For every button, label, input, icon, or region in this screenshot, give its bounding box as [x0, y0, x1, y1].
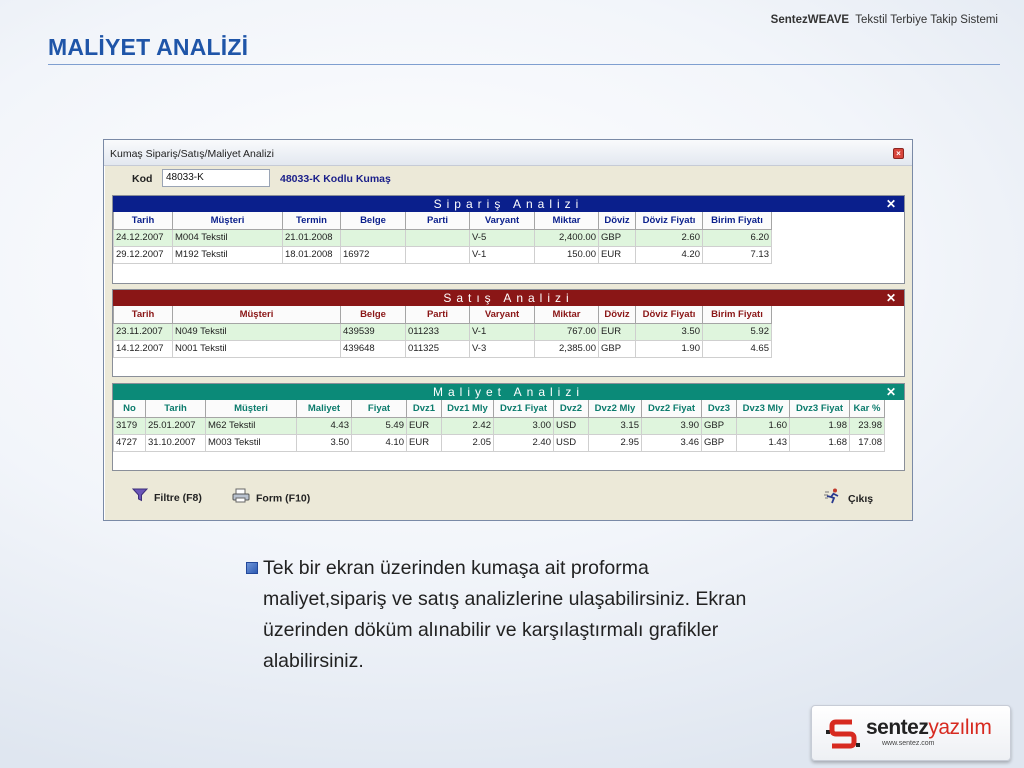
form-label: Form (F10): [256, 492, 311, 505]
table-cell: V-5: [470, 229, 535, 246]
logo-url: www.sentez.com: [882, 740, 935, 747]
kod-input[interactable]: 48033-K: [162, 169, 270, 187]
column-header[interactable]: Birim Fiyatı: [703, 212, 772, 229]
table-cell: 2.60: [636, 229, 703, 246]
table-cell: 3.46: [642, 434, 702, 451]
table-cell: 31.10.2007: [146, 434, 206, 451]
table-cell: M004 Tekstil: [173, 229, 283, 246]
table-row[interactable]: [114, 434, 885, 451]
kod-description: 48033-K Kodlu Kumaş: [280, 173, 391, 185]
maliyet-table: [113, 400, 885, 452]
column-header[interactable]: Termin: [283, 212, 341, 229]
table-cell: 7.13: [703, 246, 772, 263]
funnel-icon: [132, 488, 148, 508]
table-cell: V-1: [470, 246, 535, 263]
column-header[interactable]: Müşteri: [173, 306, 341, 323]
column-header[interactable]: Miktar: [535, 306, 599, 323]
table-cell: 25.01.2007: [146, 417, 206, 434]
table-cell: N001 Tekstil: [173, 340, 341, 357]
siparis-table: [113, 212, 772, 264]
table-cell: 1.90: [636, 340, 703, 357]
window-title: Kumaş Sipariş/Satış/Maliyet Analizi: [110, 148, 274, 160]
table-cell: 011325: [406, 340, 470, 357]
table-cell: 16972: [341, 246, 406, 263]
table-cell: 2.05: [442, 434, 494, 451]
bottom-toolbar: [104, 474, 912, 520]
bullet-square-icon: [246, 562, 258, 574]
maliyet-close-icon[interactable]: ✕: [885, 385, 896, 399]
brand-line: [771, 14, 998, 26]
table-cell: 17.08: [850, 434, 885, 451]
maliyet-title: Maliyet Analizi: [432, 385, 585, 399]
maliyet-header-row: [114, 400, 885, 417]
exit-running-icon: [824, 488, 842, 510]
kod-row: [104, 166, 912, 192]
table-cell: 3179: [114, 417, 146, 434]
table-cell: 1.68: [790, 434, 850, 451]
table-cell: EUR: [599, 323, 636, 340]
analysis-window: [103, 139, 913, 521]
table-cell: 18.01.2008: [283, 246, 341, 263]
table-cell: 5.49: [352, 417, 407, 434]
table-cell: [406, 229, 470, 246]
table-cell: EUR: [407, 417, 442, 434]
logo-word-light: yazılım: [928, 716, 992, 739]
maliyet-panel: [112, 383, 905, 471]
table-cell: 3.50: [636, 323, 703, 340]
table-cell: M62 Tekstil: [206, 417, 297, 434]
table-cell: M003 Tekstil: [206, 434, 297, 451]
column-header[interactable]: Dvz3 Fiyat: [790, 400, 850, 417]
description-bullet: [246, 553, 766, 677]
column-header[interactable]: Dvz1 Fiyat: [494, 400, 554, 417]
table-cell: 29.12.2007: [114, 246, 173, 263]
column-header[interactable]: Dvz2 Fiyat: [642, 400, 702, 417]
table-cell: V-1: [470, 323, 535, 340]
filtre-label: Filtre (F8): [154, 491, 202, 504]
table-cell: 4.43: [297, 417, 352, 434]
table-cell: GBP: [599, 340, 636, 357]
printer-icon: [232, 488, 250, 509]
table-cell: 2.40: [494, 434, 554, 451]
column-header[interactable]: Döviz Fiyatı: [636, 306, 703, 323]
logo-wordmark: [866, 716, 991, 740]
table-cell: 23.98: [850, 417, 885, 434]
table-cell: 2.95: [589, 434, 642, 451]
table-cell: 2,400.00: [535, 229, 599, 246]
satis-title: Satış Analizi: [443, 291, 574, 305]
table-cell: 4727: [114, 434, 146, 451]
table-cell: 2.42: [442, 417, 494, 434]
column-header[interactable]: Dvz1: [407, 400, 442, 417]
bullet-text: Tek bir ekran üzerinden kumaşa ait proforma maliyet,sipariş ve satış analizlerine ulaşabilirsiniz. Ekran üzerinden döküm alınabilir ve karşılaştırmalı grafikler alabilirsiniz.: [263, 557, 747, 672]
table-cell: 4.20: [636, 246, 703, 263]
siparis-header: [113, 196, 904, 212]
table-cell: USD: [554, 434, 589, 451]
satis-table: [113, 306, 772, 358]
cikis-label: Çıkış: [848, 492, 874, 505]
table-cell: 4.10: [352, 434, 407, 451]
table-cell: 3.90: [642, 417, 702, 434]
table-cell: 21.01.2008: [283, 229, 341, 246]
table-cell: 23.11.2007: [114, 323, 173, 340]
window-close-icon[interactable]: ×: [893, 148, 904, 159]
column-header[interactable]: Belge: [341, 212, 406, 229]
siparis-title: Sipariş Analizi: [433, 197, 584, 211]
sentez-s-logo-icon: [826, 716, 860, 750]
table-cell: 3.15: [589, 417, 642, 434]
logo-word-bold: sentez: [866, 716, 929, 739]
table-cell: 150.00: [535, 246, 599, 263]
table-cell: 2,385.00: [535, 340, 599, 357]
column-header[interactable]: Belge: [341, 306, 406, 323]
table-cell: 5.92: [703, 323, 772, 340]
siparis-close-icon[interactable]: ✕: [885, 197, 896, 211]
table-row[interactable]: [114, 340, 772, 357]
column-header[interactable]: Müşteri: [206, 400, 297, 417]
table-cell: GBP: [702, 434, 737, 451]
column-header[interactable]: Parti: [406, 212, 470, 229]
satis-header-row: [114, 306, 772, 323]
column-header[interactable]: Varyant: [470, 306, 535, 323]
column-header[interactable]: Tarih: [114, 306, 173, 323]
column-header[interactable]: Döviz: [599, 212, 636, 229]
column-header[interactable]: Müşteri: [173, 212, 283, 229]
column-header[interactable]: Kar %: [850, 400, 885, 417]
table-cell: 1.98: [790, 417, 850, 434]
column-header[interactable]: Miktar: [535, 212, 599, 229]
sentez-logo: [811, 705, 1011, 761]
column-header[interactable]: Döviz: [599, 306, 636, 323]
table-cell: EUR: [599, 246, 636, 263]
column-header[interactable]: Maliyet: [297, 400, 352, 417]
table-cell: 14.12.2007: [114, 340, 173, 357]
table-cell: 767.00: [535, 323, 599, 340]
form-button[interactable]: [232, 488, 310, 506]
table-row[interactable]: [114, 229, 772, 246]
table-cell: EUR: [407, 434, 442, 451]
satis-close-icon[interactable]: ✕: [885, 291, 896, 305]
column-header[interactable]: No: [114, 400, 146, 417]
window-titlebar[interactable]: [104, 140, 912, 166]
table-cell: N049 Tekstil: [173, 323, 341, 340]
table-row[interactable]: [114, 323, 772, 340]
column-header[interactable]: Döviz Fiyatı: [636, 212, 703, 229]
column-header[interactable]: Varyant: [470, 212, 535, 229]
table-cell: M192 Tekstil: [173, 246, 283, 263]
column-header[interactable]: Dvz3: [702, 400, 737, 417]
column-header[interactable]: Tarih: [146, 400, 206, 417]
kod-label: Kod: [132, 173, 153, 185]
satis-panel: [112, 289, 905, 377]
column-header[interactable]: Tarih: [114, 212, 173, 229]
table-cell: USD: [554, 417, 589, 434]
table-cell: 1.60: [737, 417, 790, 434]
table-cell: 3.00: [494, 417, 554, 434]
table-cell: 011233: [406, 323, 470, 340]
brand-name: SentezWEAVE: [770, 14, 850, 26]
siparis-panel: [112, 195, 905, 284]
slide-title: MALİYET ANALİZİ: [48, 34, 249, 60]
filtre-button[interactable]: [132, 488, 202, 506]
table-cell: 6.20: [703, 229, 772, 246]
table-cell: 439539: [341, 323, 406, 340]
table-cell: 4.65: [703, 340, 772, 357]
table-cell: [406, 246, 470, 263]
table-cell: [341, 229, 406, 246]
column-header[interactable]: Dvz3 Mly: [737, 400, 790, 417]
table-cell: 439648: [341, 340, 406, 357]
column-header[interactable]: Dvz2: [554, 400, 589, 417]
table-cell: 1.43: [737, 434, 790, 451]
table-cell: 24.12.2007: [114, 229, 173, 246]
table-cell: GBP: [599, 229, 636, 246]
column-header[interactable]: Birim Fiyatı: [703, 306, 772, 323]
siparis-header-row: [114, 212, 772, 229]
column-header[interactable]: Dvz2 Mly: [589, 400, 642, 417]
maliyet-header: [113, 384, 904, 400]
column-header[interactable]: Dvz1 Mly: [442, 400, 494, 417]
column-header[interactable]: Parti: [406, 306, 470, 323]
cikis-button[interactable]: [824, 488, 873, 506]
table-cell: V-3: [470, 340, 535, 357]
table-row[interactable]: [114, 417, 885, 434]
table-cell: 3.50: [297, 434, 352, 451]
brand-tagline: Tekstil Terbiye Takip Sistemi: [855, 14, 998, 26]
satis-header: [113, 290, 904, 306]
title-divider: [48, 64, 1000, 65]
table-cell: GBP: [702, 417, 737, 434]
table-row[interactable]: [114, 246, 772, 263]
column-header[interactable]: Fiyat: [352, 400, 407, 417]
